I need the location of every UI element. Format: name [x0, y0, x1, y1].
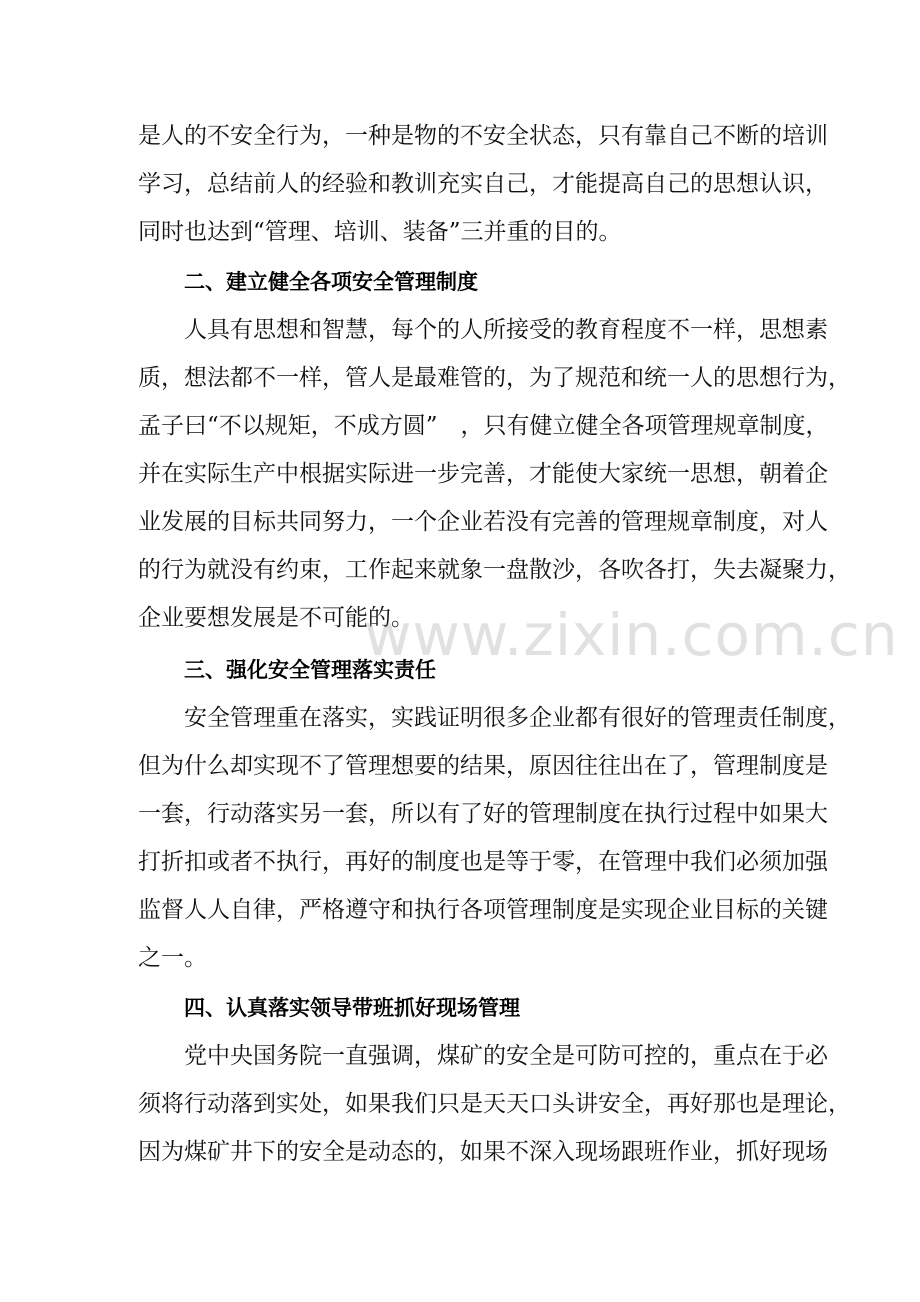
paragraph-line: 是人的不安全行为，一种是物的不安全状态，只有靠自己不断的培训: [138, 123, 828, 149]
paragraph-line: 监督人人自律，严格遵守和执行各项管理制度是实现企业目标的关键: [138, 897, 828, 923]
paragraph-line: 一套，行动落实另一套，所以有了好的管理制度在执行过程中如果大: [138, 801, 828, 827]
paragraph-line: 同时也达到“管理、培训、装备”三并重的目的。: [138, 219, 622, 245]
paragraph-line: 质，想法都不一样，管人是最难管的，为了规范和统一人的思想行为，: [138, 365, 851, 391]
paragraph-line: 党中央国务院一直强调，煤矿的安全是可防可控的，重点在于必: [184, 1043, 828, 1069]
paragraph-line: 业发展的目标共同努力，一个企业若没有完善的管理规章制度，对人: [138, 509, 828, 535]
paragraph-line: 人具有思想和智慧，每个的人所接受的教育程度不一样，思想素: [184, 317, 828, 343]
paragraph-line: 之一。: [138, 945, 207, 971]
section-heading: 二、建立健全各项安全管理制度: [184, 270, 478, 294]
paragraph-line: 须将行动落到实处，如果我们只是天天口头讲安全，再好那也是理论，: [138, 1091, 851, 1117]
paragraph-line: 安全管理重在落实，实践证明很多企业都有很好的管理责任制度，: [184, 705, 851, 731]
paragraph-line: 学习，总结前人的经验和教训充实自己，才能提高自己的思想认识，: [138, 171, 828, 197]
section-heading: 四、认真落实领导带班抓好现场管理: [184, 996, 520, 1020]
paragraph-line: 但为什么却实现不了管理想要的结果，原因往往出在了，管理制度是: [138, 753, 828, 779]
paragraph-line: 打折扣或者不执行，再好的制度也是等于零，在管理中我们必须加强: [138, 849, 828, 875]
paragraph-line: 并在实际生产中根据实际进一步完善，才能使大家统一思想，朝着企: [138, 461, 828, 487]
section-heading: 三、强化安全管理落实责任: [184, 658, 436, 682]
paragraph-line: 孟子曰“不以规矩，不成方圆” ，只有健立健全各项管理规章制度，: [138, 413, 829, 439]
paragraph-line: 因为煤矿井下的安全是动态的，如果不深入现场跟班作业，抓好现场: [138, 1139, 828, 1165]
watermark: www.zixin.com.cn: [364, 601, 899, 669]
paragraph-line: 的行为就没有约束，工作起来就象一盘散沙，各吹各打，失去凝聚力，: [138, 557, 851, 583]
paragraph-line: 企业要想发展是不可能的。: [138, 605, 414, 631]
